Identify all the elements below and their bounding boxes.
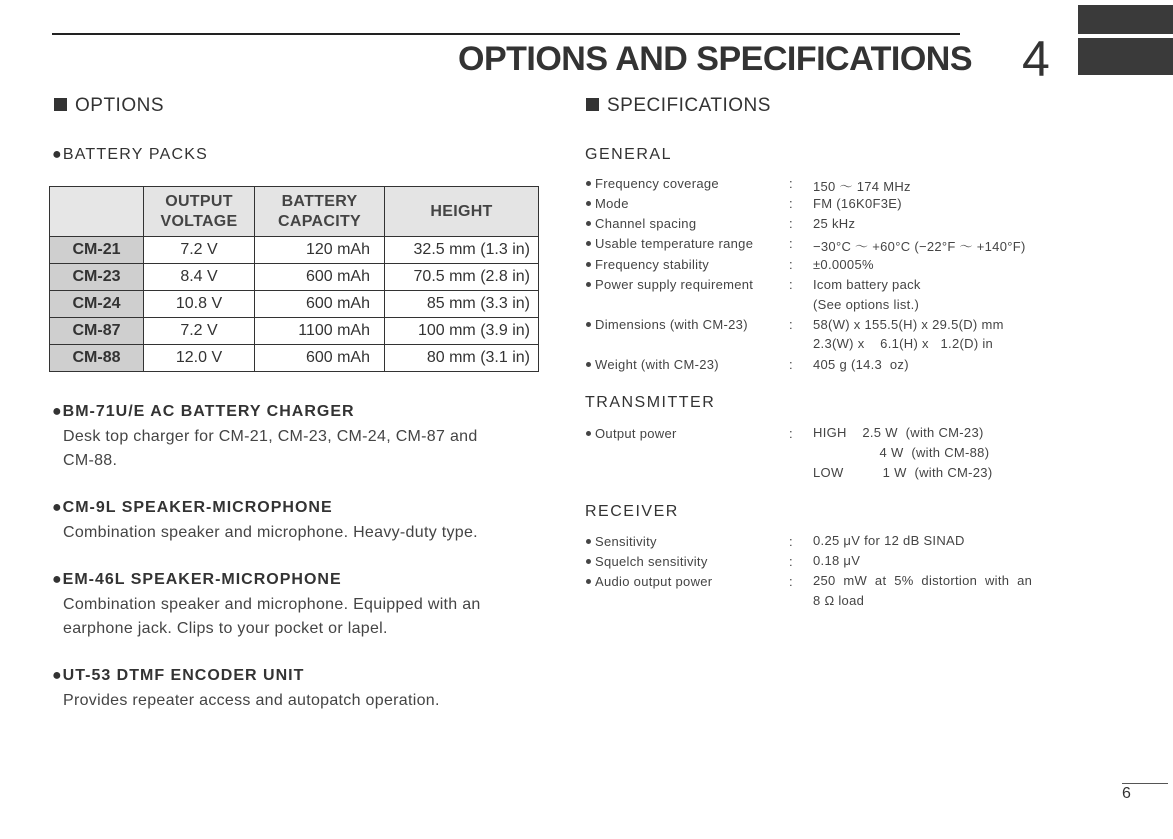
bullet-dot-icon (586, 262, 591, 267)
model-cell: CM-24 (50, 291, 144, 318)
table-row (50, 318, 539, 345)
spec-label: Mode (586, 196, 629, 211)
options-heading: OPTIONS (54, 95, 164, 117)
table-row (50, 345, 539, 372)
header-rule (52, 33, 960, 35)
spec-colon: : (789, 574, 793, 589)
option-item-ut53 (52, 667, 542, 713)
spec-colon: : (789, 176, 793, 191)
capacity-cell: 600 mAh (255, 264, 385, 291)
bullet-dot-icon (586, 282, 591, 287)
spec-colon: : (789, 257, 793, 272)
general-heading: GENERAL (585, 146, 672, 163)
height-cell: 80 mm (3.1 in) (385, 345, 539, 372)
transmitter-heading: TRANSMITTER (585, 394, 716, 411)
spec-label: Output power (586, 426, 677, 441)
spec-value: LOW 1 W (with CM-23) (813, 465, 993, 480)
bullet-dot-icon (586, 201, 591, 206)
spec-label: Sensitivity (586, 534, 657, 549)
option-title: ●EM-46L SPEAKER-MICROPHONE (52, 571, 342, 588)
spec-colon: : (789, 216, 793, 231)
table-row (50, 237, 539, 264)
chapter-edge-tab (1078, 5, 1173, 75)
chapter-number: 4 (1022, 31, 1050, 87)
chapter-edge-tab-stripe (1078, 34, 1173, 38)
spec-value: FM (16K0F3E) (813, 196, 902, 211)
specifications-heading: SPECIFICATIONS (586, 95, 771, 117)
bullet-dot-icon (586, 322, 591, 327)
page-number: 6 (1122, 785, 1131, 802)
option-description: Combination speaker and microphone. Equipped with an earphone jack. Clips to your pocket or lapel. (63, 596, 481, 637)
spec-label: Frequency coverage (586, 176, 719, 191)
option-title: ●UT-53 DTMF ENCODER UNIT (52, 667, 305, 684)
model-cell: CM-87 (50, 318, 144, 345)
column-header-height: HEIGHT (385, 187, 539, 237)
spec-colon: : (789, 426, 793, 441)
spec-colon: : (789, 357, 793, 372)
bullet-dot-icon (586, 362, 591, 367)
table-header-row (50, 187, 539, 237)
voltage-cell: 8.4 V (144, 264, 255, 291)
spec-colon: : (789, 534, 793, 549)
spec-label: Usable temperature range (586, 236, 753, 251)
height-cell: 85 mm (3.3 in) (385, 291, 539, 318)
spec-label: Channel spacing (586, 216, 696, 231)
bullet-dot-icon (586, 181, 591, 186)
page-title: OPTIONS AND SPECIFICATIONS (458, 40, 973, 78)
spec-value: Icom battery pack (813, 277, 921, 292)
model-cell: CM-88 (50, 345, 144, 372)
option-description: Desk top charger for CM-21, CM-23, CM-24, CM-87 and CM-88. (63, 428, 478, 469)
capacity-cell: 600 mAh (255, 291, 385, 318)
option-title: ●CM-9L SPEAKER-MICROPHONE (52, 499, 333, 516)
spec-value: HIGH 2.5 W (with CM-23) (813, 425, 984, 440)
spec-value: 2.3(W) x 6.1(H) x 1.2(D) in (813, 336, 994, 351)
option-item-charger (52, 403, 542, 473)
spec-colon: : (789, 554, 793, 569)
spec-value: 150 ～ 174 MHz (813, 179, 911, 194)
spec-value: (See options list.) (813, 297, 920, 312)
spec-value: 405 g (14.3 oz) (813, 357, 909, 372)
bullet-dot-icon (586, 559, 591, 564)
receiver-heading: RECEIVER (585, 503, 679, 520)
spec-value: 0.18 μV (813, 553, 861, 568)
bullet-dot-icon (586, 221, 591, 226)
bullet-dot-icon (586, 539, 591, 544)
spec-label: Dimensions (with CM-23) (586, 317, 748, 332)
column-header-capacity: BATTERY CAPACITY (255, 187, 385, 237)
option-description: Combination speaker and microphone. Heavy-duty type. (63, 524, 478, 541)
column-header-voltage: OUTPUT VOLTAGE (144, 187, 255, 237)
spec-colon: : (789, 277, 793, 292)
spec-value: 250 mW at 5% distortion with an (813, 573, 1033, 588)
height-cell: 32.5 mm (1.3 in) (385, 237, 539, 264)
voltage-cell: 7.2 V (144, 318, 255, 345)
capacity-cell: 1100 mAh (255, 318, 385, 345)
square-bullet-icon (586, 98, 599, 111)
battery-packs-table (49, 186, 539, 372)
height-cell: 100 mm (3.9 in) (385, 318, 539, 345)
table-corner-cell (50, 187, 144, 237)
spec-value: −30°C ～ +60°C (−22°F ～ +140°F) (813, 239, 1026, 254)
model-cell: CM-21 (50, 237, 144, 264)
spec-colon: : (789, 196, 793, 211)
spec-value: 8 Ω load (813, 593, 865, 608)
height-cell: 70.5 mm (2.8 in) (385, 264, 539, 291)
voltage-cell: 10.8 V (144, 291, 255, 318)
spec-colon: : (789, 317, 793, 332)
capacity-cell: 600 mAh (255, 345, 385, 372)
square-bullet-icon (54, 98, 67, 111)
page-number-rule (1122, 783, 1168, 784)
spec-value: 4 W (with CM-88) (813, 445, 990, 460)
spec-value: 25 kHz (813, 216, 856, 231)
spec-label: Audio output power (586, 574, 712, 589)
bullet-dot-icon (586, 431, 591, 436)
option-item-cm9l (52, 499, 542, 545)
spec-colon: : (789, 236, 793, 251)
option-description: Provides repeater access and autopatch operation. (63, 692, 440, 709)
battery-packs-heading: ●BATTERY PACKS (52, 146, 208, 163)
bullet-dot-icon (586, 241, 591, 246)
option-item-em46l (52, 571, 542, 641)
spec-value: ±0.0005% (813, 257, 874, 272)
spec-label: Frequency stability (586, 257, 709, 272)
model-cell: CM-23 (50, 264, 144, 291)
option-title: ●BM-71U/E AC BATTERY CHARGER (52, 403, 355, 420)
voltage-cell: 12.0 V (144, 345, 255, 372)
table-row (50, 291, 539, 318)
spec-label: Power supply requirement (586, 277, 753, 292)
spec-label: Weight (with CM-23) (586, 357, 719, 372)
spec-value: 58(W) x 155.5(H) x 29.5(D) mm (813, 317, 1004, 332)
voltage-cell: 7.2 V (144, 237, 255, 264)
capacity-cell: 120 mAh (255, 237, 385, 264)
table-row (50, 264, 539, 291)
spec-value: 0.25 μV for 12 dB SINAD (813, 533, 965, 548)
spec-label: Squelch sensitivity (586, 554, 708, 569)
bullet-dot-icon (586, 579, 591, 584)
